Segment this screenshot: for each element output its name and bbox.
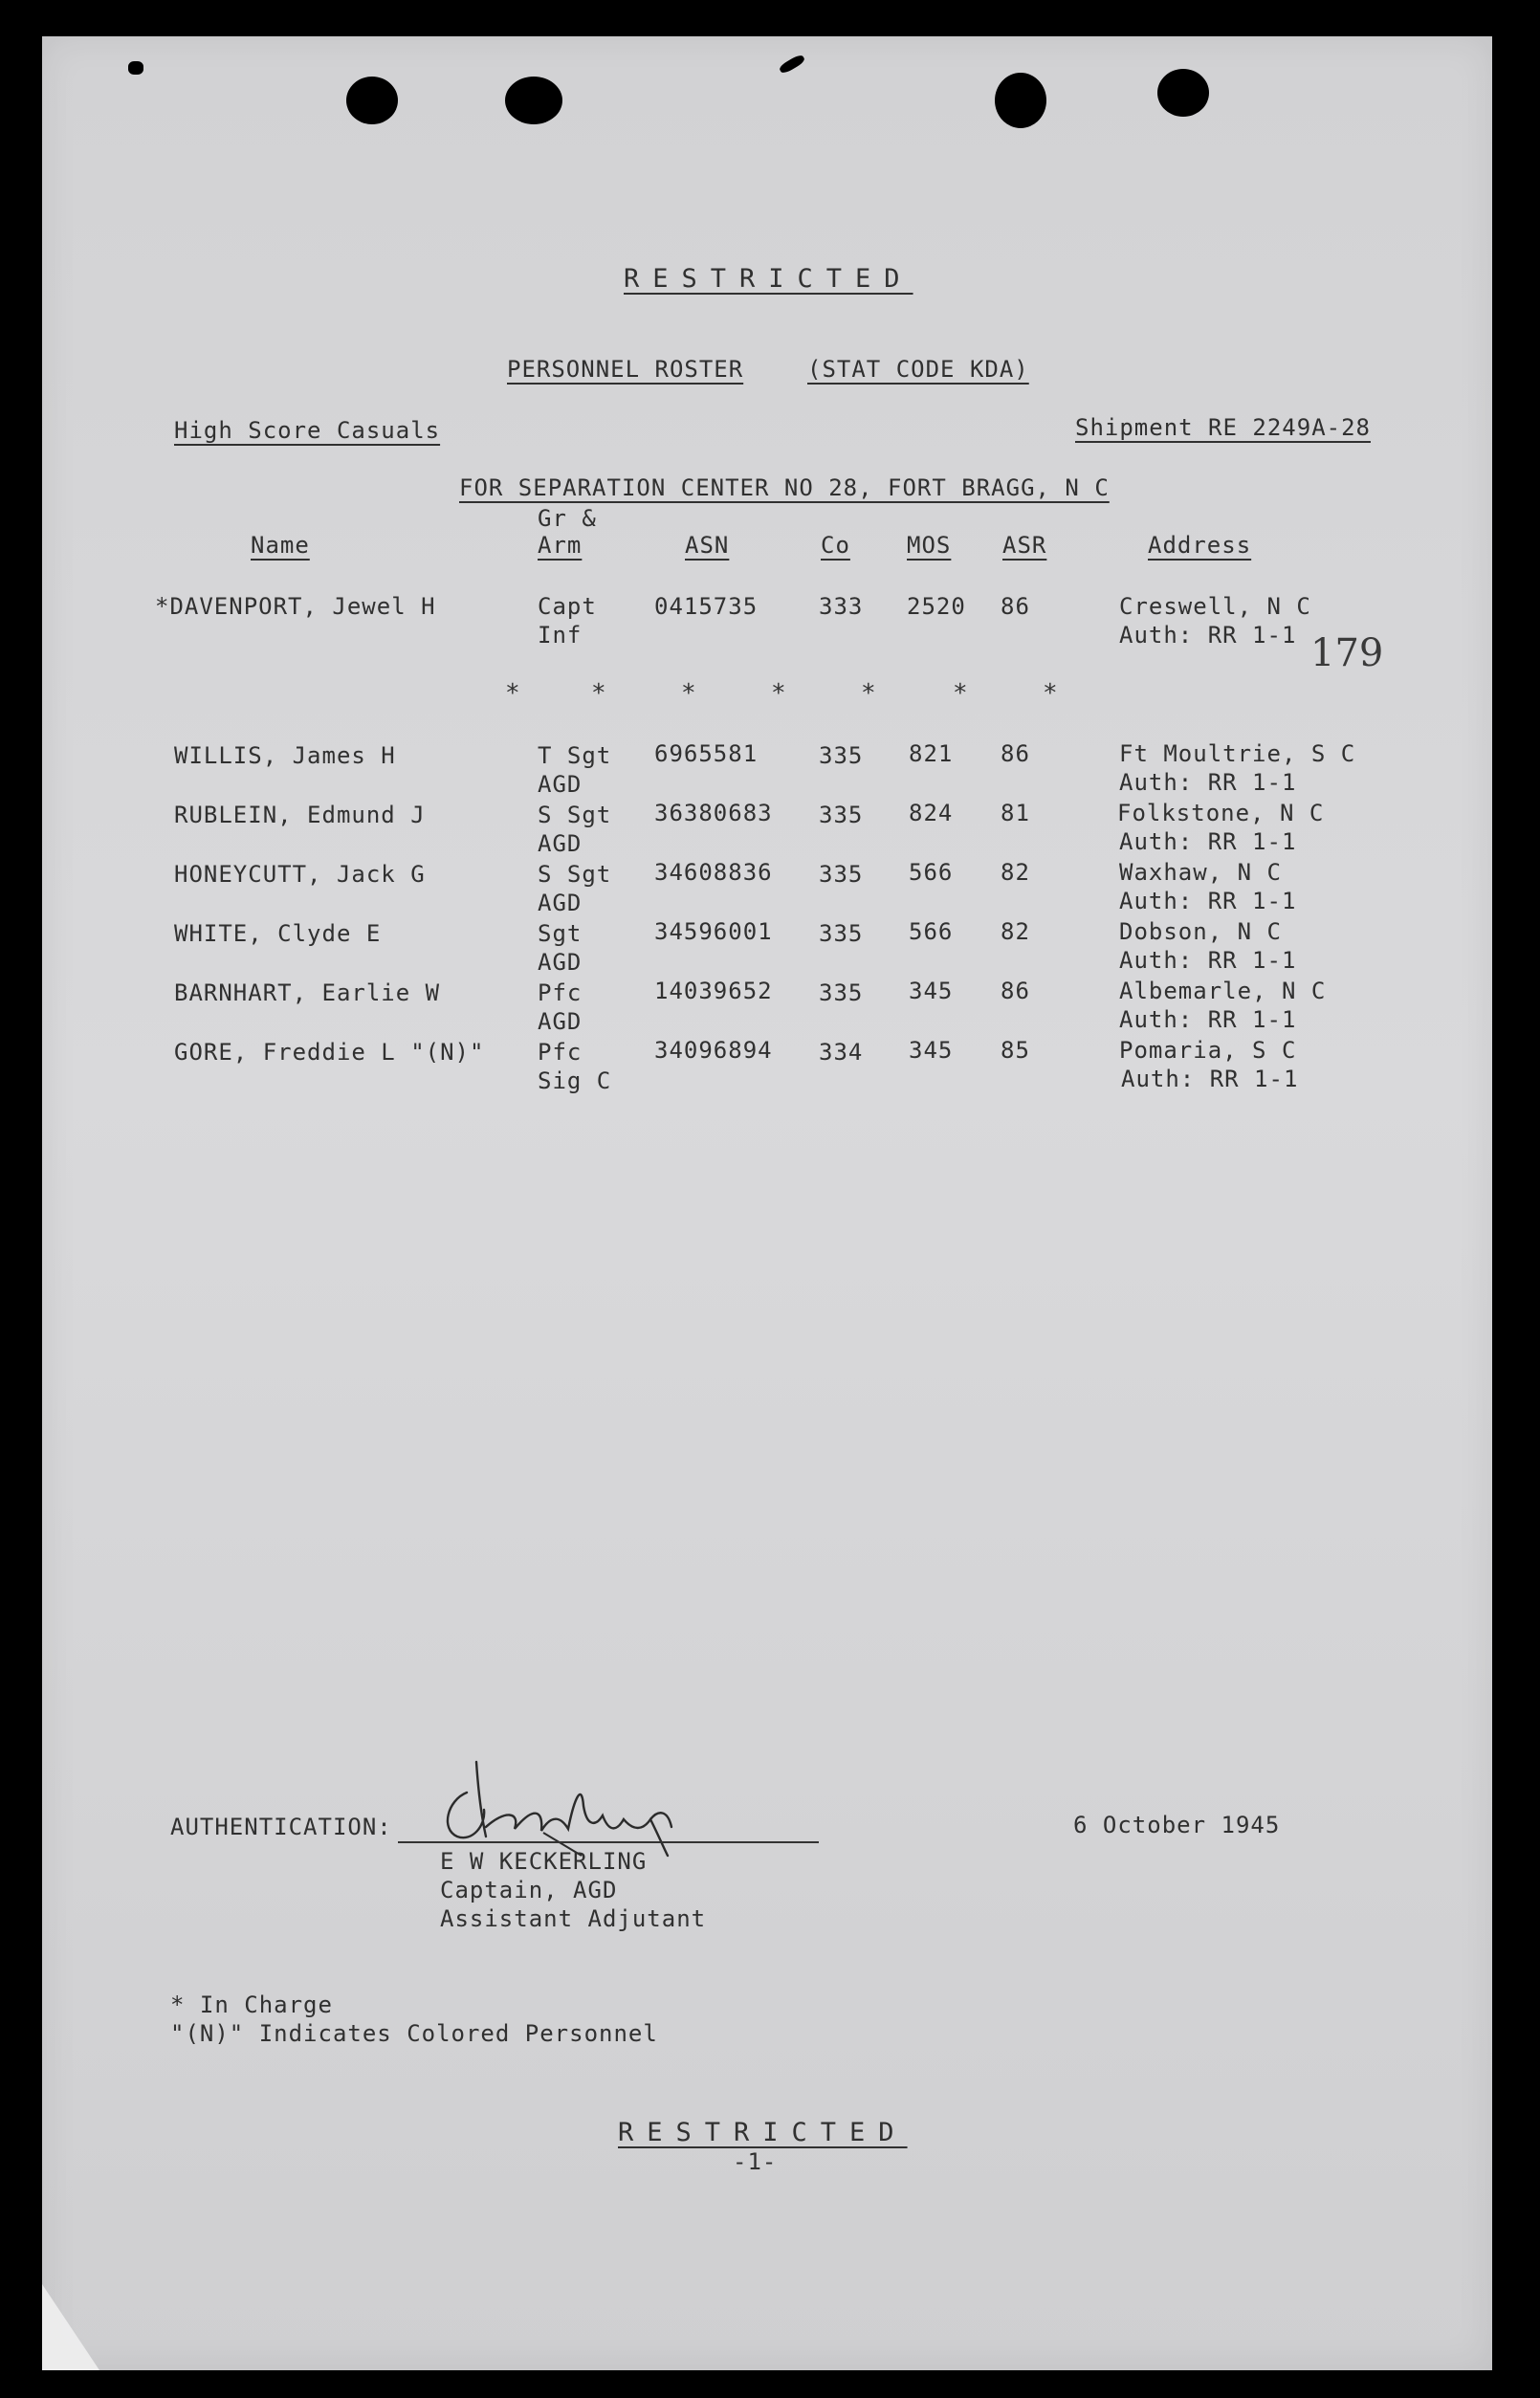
row-asn: 6965581 <box>654 740 759 767</box>
punch-hole-1 <box>346 77 398 124</box>
document-date: 6 October 1945 <box>1073 1812 1281 1838</box>
officer-asr: 86 <box>1001 593 1030 620</box>
col-mos: MOS <box>907 532 952 559</box>
row-name: RUBLEIN, Edmund J <box>174 802 426 828</box>
row-name: BARNHART, Earlie W <box>174 979 441 1006</box>
separator-star: * <box>591 679 606 708</box>
stat-code: (STAT CODE KDA) <box>807 356 1029 383</box>
row-asn: 36380683 <box>654 800 773 826</box>
punch-hole-4 <box>1157 69 1209 117</box>
row-name: GORE, Freddie L "(N)" <box>174 1039 485 1066</box>
row-asr: 81 <box>1001 800 1030 826</box>
row-address: Waxhaw, N C <box>1119 859 1282 886</box>
document-title: PERSONNEL ROSTER <box>507 356 744 383</box>
row-grade: S Sgt <box>538 802 612 828</box>
torn-corner <box>42 2284 99 2370</box>
row-arm: AGD <box>538 771 583 798</box>
row-mos: 345 <box>909 978 954 1004</box>
col-asr: ASR <box>1002 532 1047 559</box>
row-auth: Auth: RR 1-1 <box>1119 1006 1297 1033</box>
row-co: 335 <box>819 802 864 828</box>
separator-star: * <box>861 679 876 708</box>
row-grade: T Sgt <box>538 742 612 769</box>
separator-star: * <box>505 679 520 708</box>
row-asr: 86 <box>1001 740 1030 767</box>
row-arm: AGD <box>538 830 583 857</box>
row-name: WHITE, Clyde E <box>174 920 382 947</box>
row-auth: Auth: RR 1-1 <box>1119 769 1297 796</box>
row-auth: Auth: RR 1-1 <box>1121 1066 1299 1092</box>
col-name: Name <box>251 532 310 559</box>
row-co: 335 <box>819 979 864 1006</box>
row-asn: 34096894 <box>654 1037 773 1064</box>
footnote-in-charge: * In Charge <box>170 1991 333 2018</box>
signature-line <box>398 1841 819 1843</box>
officer-name: *DAVENPORT, Jewel H <box>155 593 436 620</box>
ink-fleck <box>128 61 143 75</box>
signature <box>429 1743 735 1858</box>
row-name: HONEYCUTT, Jack G <box>174 861 426 888</box>
officer-auth: Auth: RR 1-1 <box>1119 622 1297 649</box>
row-arm: AGD <box>538 1008 583 1035</box>
authentication-label: AUTHENTICATION: <box>170 1814 392 1840</box>
unit-name: High Score Casuals <box>174 417 441 444</box>
separator-star: * <box>953 679 968 708</box>
destination: FOR SEPARATION CENTER NO 28, FORT BRAGG, N C <box>459 474 1110 501</box>
row-mos: 824 <box>909 800 954 826</box>
signer-name: E W KECKERLING <box>440 1848 648 1875</box>
row-name: WILLIS, James H <box>174 742 396 769</box>
row-arm: Sig C <box>538 1067 612 1094</box>
row-grade: Pfc <box>538 979 583 1006</box>
ink-fleck <box>778 54 805 76</box>
signer-position: Assistant Adjutant <box>440 1905 707 1932</box>
row-address: Dobson, N C <box>1119 918 1282 945</box>
officer-mos: 2520 <box>907 593 966 620</box>
punch-hole-3 <box>995 73 1046 128</box>
row-address: Folkstone, N C <box>1117 800 1325 826</box>
page-stamp-number: 179 <box>1310 631 1384 675</box>
row-asn: 34608836 <box>654 859 773 886</box>
row-asr: 82 <box>1001 918 1030 945</box>
page-number: -1- <box>733 2148 778 2175</box>
shipment-number: Shipment RE 2249A-28 <box>1075 414 1371 441</box>
row-arm: AGD <box>538 949 583 976</box>
row-asr: 86 <box>1001 978 1030 1004</box>
row-asr: 82 <box>1001 859 1030 886</box>
separator-star: * <box>681 679 696 708</box>
officer-address: Creswell, N C <box>1119 593 1311 620</box>
document-page <box>42 36 1492 2370</box>
row-auth: Auth: RR 1-1 <box>1119 888 1297 914</box>
row-auth: Auth: RR 1-1 <box>1119 947 1297 974</box>
signer-rank: Captain, AGD <box>440 1877 618 1903</box>
row-asn: 14039652 <box>654 978 773 1004</box>
officer-arm: Inf <box>538 622 583 649</box>
col-co: Co <box>821 532 850 559</box>
row-co: 334 <box>819 1039 864 1066</box>
officer-asn: 0415735 <box>654 593 759 620</box>
row-co: 335 <box>819 920 864 947</box>
officer-grade: Capt <box>538 593 597 620</box>
row-mos: 821 <box>909 740 954 767</box>
row-co: 335 <box>819 861 864 888</box>
row-arm: AGD <box>538 890 583 916</box>
row-mos: 566 <box>909 859 954 886</box>
footnote-colored: "(N)" Indicates Colored Personnel <box>170 2020 658 2047</box>
row-asn: 34596001 <box>654 918 773 945</box>
row-address: Ft Moultrie, S C <box>1119 740 1356 767</box>
row-co: 335 <box>819 742 864 769</box>
row-mos: 345 <box>909 1037 954 1064</box>
col-asn: ASN <box>685 532 730 559</box>
row-asr: 85 <box>1001 1037 1030 1064</box>
row-address: Pomaria, S C <box>1119 1037 1297 1064</box>
row-address: Albemarle, N C <box>1119 978 1327 1004</box>
row-mos: 566 <box>909 918 954 945</box>
separator-star: * <box>771 679 786 708</box>
col-grade-bottom: Arm <box>538 532 583 559</box>
separator-star: * <box>1043 679 1058 708</box>
row-grade: S Sgt <box>538 861 612 888</box>
col-address: Address <box>1148 532 1252 559</box>
punch-hole-2 <box>505 77 562 124</box>
col-grade-top: Gr & <box>538 505 597 532</box>
classification-bottom: RESTRICTED <box>618 2118 908 2147</box>
row-grade: Sgt <box>538 920 583 947</box>
officer-co: 333 <box>819 593 864 620</box>
classification-top: RESTRICTED <box>624 264 913 294</box>
row-auth: Auth: RR 1-1 <box>1119 828 1297 855</box>
row-grade: Pfc <box>538 1039 583 1066</box>
